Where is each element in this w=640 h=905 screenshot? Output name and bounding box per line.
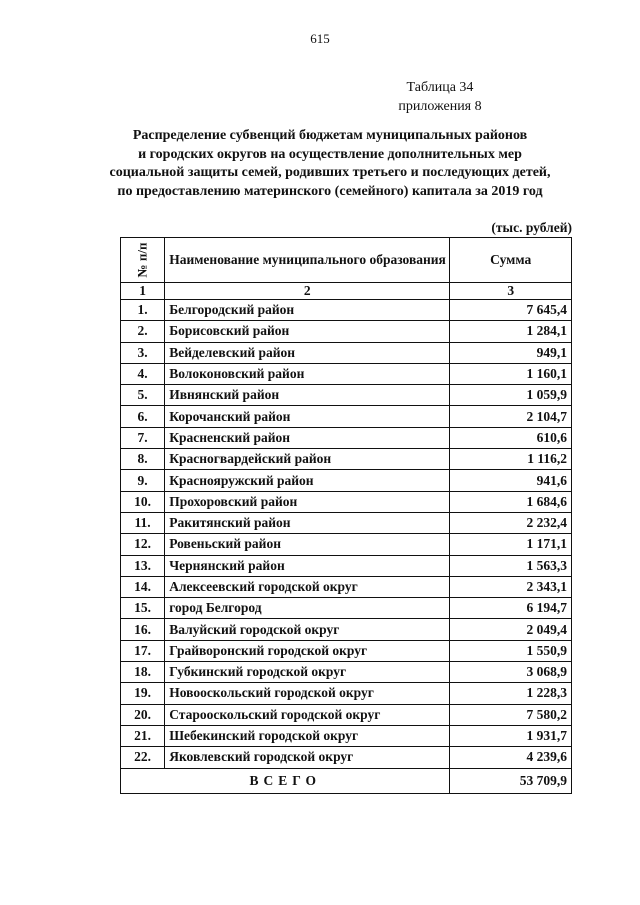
row-name: Старооскольский городской округ — [165, 704, 450, 725]
row-name: Вейделевский район — [165, 342, 450, 363]
table-row — [121, 619, 572, 640]
row-number: 17. — [121, 640, 165, 661]
row-number: 15. — [121, 598, 165, 619]
row-name: Ровеньский район — [165, 534, 450, 555]
row-sum: 1 171,1 — [450, 534, 572, 555]
title-line: по предоставлению материнского (семейного) капитала за 2019 год — [117, 183, 543, 199]
row-name: Новооскольский городской округ — [165, 683, 450, 704]
total-row — [121, 768, 572, 793]
table-row — [121, 534, 572, 555]
row-sum: 1 563,3 — [450, 555, 572, 576]
table-row — [121, 342, 572, 363]
row-number: 1. — [121, 300, 165, 321]
row-number: 8. — [121, 449, 165, 470]
table-row — [121, 725, 572, 746]
row-number: 12. — [121, 534, 165, 555]
total-sum: 53 709,9 — [450, 768, 572, 793]
row-name: Грайворонский городской округ — [165, 640, 450, 661]
row-number: 2. — [121, 321, 165, 342]
row-name: Белгородский район — [165, 300, 450, 321]
subsidy-table — [120, 237, 572, 794]
table-row — [121, 747, 572, 768]
row-sum: 1 684,6 — [450, 491, 572, 512]
row-sum: 941,6 — [450, 470, 572, 491]
table-reference — [360, 78, 520, 116]
row-sum: 7 580,2 — [450, 704, 572, 725]
table-row — [121, 598, 572, 619]
row-name: Краснояружский район — [165, 470, 450, 491]
table-row — [121, 321, 572, 342]
table-row — [121, 449, 572, 470]
table-row — [121, 300, 572, 321]
table-row — [121, 385, 572, 406]
row-number: 22. — [121, 747, 165, 768]
row-number: 13. — [121, 555, 165, 576]
row-sum: 1 284,1 — [450, 321, 572, 342]
row-name: Алексеевский городской округ — [165, 576, 450, 597]
row-number: 11. — [121, 512, 165, 533]
row-sum: 4 239,6 — [450, 747, 572, 768]
row-name: Шебекинский городской округ — [165, 725, 450, 746]
table-row — [121, 491, 572, 512]
header-name: Наименование муниципального образования — [165, 238, 450, 283]
table-row — [121, 704, 572, 725]
column-index: 2 — [165, 283, 450, 300]
row-name: Красненский район — [165, 427, 450, 448]
row-sum: 1 931,7 — [450, 725, 572, 746]
total-label: ВСЕГО — [121, 768, 450, 793]
row-sum: 949,1 — [450, 342, 572, 363]
row-sum: 610,6 — [450, 427, 572, 448]
row-number: 16. — [121, 619, 165, 640]
table-row — [121, 363, 572, 384]
row-number: 3. — [121, 342, 165, 363]
row-number: 7. — [121, 427, 165, 448]
table-row — [121, 683, 572, 704]
row-number: 20. — [121, 704, 165, 725]
row-name: Красногвардейский район — [165, 449, 450, 470]
row-name: Губкинский городской округ — [165, 662, 450, 683]
title-line: и городских округов на осуществление дополнительных мер — [138, 146, 522, 162]
row-sum: 2 343,1 — [450, 576, 572, 597]
row-sum: 1 228,3 — [450, 683, 572, 704]
title-line: социальной защиты семей, родивших третьего и последующих детей, — [109, 165, 551, 180]
table-row — [121, 555, 572, 576]
row-number: 9. — [121, 470, 165, 491]
row-name: Корочанский район — [165, 406, 450, 427]
row-sum: 7 645,4 — [450, 300, 572, 321]
header-sum: Сумма — [450, 238, 572, 283]
row-number: 18. — [121, 662, 165, 683]
row-number: 21. — [121, 725, 165, 746]
table-body — [121, 300, 572, 769]
document-title — [80, 127, 580, 201]
appendix-reference: приложения 8 — [398, 99, 482, 114]
column-index: 1 — [121, 283, 165, 300]
row-sum: 2 104,7 — [450, 406, 572, 427]
row-number: 10. — [121, 491, 165, 512]
title-line: Распределение субвенций бюджетам муниципальных районов — [132, 128, 528, 143]
header-num: № п/п — [121, 238, 165, 283]
row-sum: 2 232,4 — [450, 512, 572, 533]
column-index-row — [121, 283, 572, 300]
table-row — [121, 576, 572, 597]
table-row — [121, 427, 572, 448]
row-sum: 6 194,7 — [450, 598, 572, 619]
row-name: Валуйский городской округ — [165, 619, 450, 640]
row-name: Ракитянский район — [165, 512, 450, 533]
row-sum: 1 550,9 — [450, 640, 572, 661]
row-name: Прохоровский район — [165, 491, 450, 512]
row-number: 6. — [121, 406, 165, 427]
table-row — [121, 406, 572, 427]
table-row — [121, 470, 572, 491]
row-sum: 1 160,1 — [450, 363, 572, 384]
row-sum: 3 068,9 — [450, 662, 572, 683]
table-number: Таблица 34 — [406, 80, 474, 95]
row-name: Волоконовский район — [165, 363, 450, 384]
row-number: 19. — [121, 683, 165, 704]
row-number: 4. — [121, 363, 165, 384]
table-header-row — [121, 238, 572, 283]
row-name: Борисовский район — [165, 321, 450, 342]
row-name: Ивнянский район — [165, 385, 450, 406]
units-label: (тыс. рублей) — [491, 220, 572, 235]
table-row — [121, 512, 572, 533]
page-number: 615 — [310, 31, 330, 46]
row-name: город Белгород — [165, 598, 450, 619]
row-sum: 1 116,2 — [450, 449, 572, 470]
row-name: Яковлевский городской округ — [165, 747, 450, 768]
row-number: 5. — [121, 385, 165, 406]
row-sum: 1 059,9 — [450, 385, 572, 406]
row-name: Чернянский район — [165, 555, 450, 576]
table-row — [121, 662, 572, 683]
row-sum: 2 049,4 — [450, 619, 572, 640]
column-index: 3 — [450, 283, 572, 300]
table-row — [121, 640, 572, 661]
row-number: 14. — [121, 576, 165, 597]
